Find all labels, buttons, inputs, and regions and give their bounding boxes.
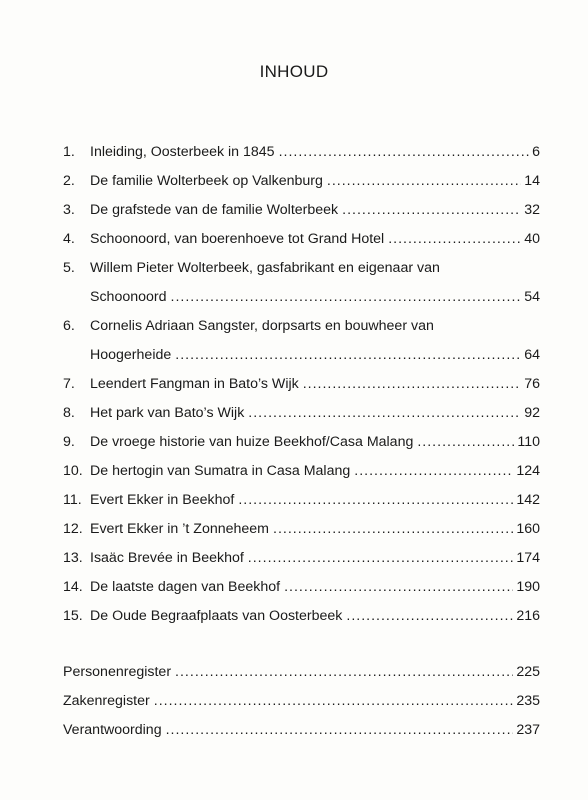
toc-line — [63, 254, 540, 283]
page-number: 92 — [524, 405, 540, 421]
toc-line — [63, 399, 540, 428]
toc-entry — [63, 312, 540, 370]
toc-line — [63, 312, 540, 341]
toc-line — [63, 573, 540, 602]
dot-leader — [279, 138, 530, 167]
chapter-number: 1. — [63, 144, 75, 160]
dot-leader — [354, 457, 513, 486]
chapter-title: Schoonoord, van boerenhoeve tot Grand Hotel — [90, 231, 385, 247]
back-matter-label: Personenregister — [63, 664, 172, 680]
chapter-number: 5. — [63, 260, 75, 276]
dot-leader — [303, 370, 522, 399]
dot-leader — [175, 341, 521, 370]
toc-line — [63, 486, 540, 515]
chapter-number: 13. — [63, 550, 83, 566]
chapter-title: Willem Pieter Wolterbeek, gasfabrikant en eigenaar van — [90, 260, 440, 276]
toc-line — [63, 544, 540, 573]
chapter-number: 14. — [63, 579, 83, 595]
toc-line — [63, 687, 540, 716]
dot-leader — [342, 196, 521, 225]
page-number: 14 — [524, 173, 540, 189]
toc-entry — [63, 515, 540, 544]
dot-leader — [284, 573, 513, 602]
page-number: 225 — [516, 664, 540, 680]
chapter-number: 6. — [63, 318, 75, 334]
chapter-number: 9. — [63, 434, 75, 450]
chapter-title: Cornelis Adriaan Sangster, dorpsarts en bouwheer van — [90, 318, 434, 334]
toc-line — [63, 370, 540, 399]
toc-line — [63, 167, 540, 196]
dot-leader — [175, 658, 513, 687]
page-number: 235 — [516, 693, 540, 709]
toc-entry — [63, 138, 540, 167]
toc-line — [63, 716, 540, 745]
page-number: 174 — [516, 550, 540, 566]
toc-entry — [63, 428, 540, 457]
toc-entry — [63, 399, 540, 428]
toc-line — [63, 225, 540, 254]
toc-line — [63, 602, 540, 631]
page-number: 76 — [524, 376, 540, 392]
dot-leader — [238, 486, 513, 515]
chapter-title: De Oude Begraafplaats van Oosterbeek — [90, 608, 343, 624]
page-number: 216 — [516, 608, 540, 624]
back-matter-entry — [63, 658, 540, 687]
page-number: 110 — [517, 434, 540, 450]
chapter-number: 2. — [63, 173, 75, 189]
page-number: 124 — [516, 463, 540, 479]
chapter-number: 15. — [63, 608, 83, 624]
toc-line — [63, 341, 540, 370]
page-number: 6 — [532, 144, 540, 160]
toc-line — [63, 138, 540, 167]
chapter-number: 4. — [63, 231, 75, 247]
toc-line — [63, 515, 540, 544]
chapter-number: 7. — [63, 376, 75, 392]
page-title: INHOUD — [259, 62, 329, 81]
chapter-title: Schoonoord — [90, 289, 167, 305]
chapter-title: Evert Ekker in ’t Zonneheem — [90, 521, 269, 537]
chapter-number: 3. — [63, 202, 75, 218]
toc-entry — [63, 254, 540, 312]
dot-leader — [417, 428, 514, 457]
chapter-title: Hoogerheide — [90, 347, 172, 363]
toc-line — [63, 283, 540, 312]
chapter-title: De laatste dagen van Beekhof — [90, 579, 281, 595]
page-number: 160 — [516, 521, 540, 537]
dot-leader — [346, 602, 513, 631]
toc-line — [63, 658, 540, 687]
toc-entry — [63, 602, 540, 631]
toc-entry — [63, 573, 540, 602]
page-number: 64 — [524, 347, 540, 363]
dot-leader — [166, 716, 514, 745]
toc-line — [63, 196, 540, 225]
toc-entry — [63, 544, 540, 573]
page-number: 40 — [524, 231, 540, 247]
table-of-contents — [63, 138, 540, 631]
dot-leader — [273, 515, 513, 544]
dot-leader — [154, 687, 514, 716]
chapter-number: 10. — [63, 463, 83, 479]
chapter-title: Inleiding, Oosterbeek in 1845 — [90, 144, 275, 160]
dot-leader — [248, 399, 521, 428]
chapter-number: 8. — [63, 405, 75, 421]
chapter-title: Het park van Bato’s Wijk — [90, 405, 245, 421]
toc-line — [63, 457, 540, 486]
chapter-title: De familie Wolterbeek op Valkenburg — [90, 173, 323, 189]
back-matter-entry — [63, 687, 540, 716]
back-matter-label: Verantwoording — [63, 722, 162, 738]
toc-entry — [63, 370, 540, 399]
chapter-title: De vroege historie van huize Beekhof/Casa Malang — [90, 434, 414, 450]
dot-leader — [248, 544, 514, 573]
chapter-title: Leendert Fangman in Bato’s Wijk — [90, 376, 299, 392]
dot-leader — [327, 167, 521, 196]
page-number: 190 — [516, 579, 540, 595]
toc-line — [63, 428, 540, 457]
back-matter-entry — [63, 716, 540, 745]
page-number: 142 — [516, 492, 540, 508]
chapter-number: 11. — [63, 492, 82, 508]
chapter-title: De hertogin van Sumatra in Casa Malang — [90, 463, 351, 479]
toc-entry — [63, 167, 540, 196]
page-number: 54 — [524, 289, 540, 305]
toc-entry — [63, 457, 540, 486]
toc-entry — [63, 486, 540, 515]
chapter-title: De grafstede van de familie Wolterbeek — [90, 202, 339, 218]
chapter-title: Evert Ekker in Beekhof — [90, 492, 235, 508]
dot-leader — [388, 225, 521, 254]
chapter-number: 12. — [63, 521, 83, 537]
page-number: 237 — [516, 722, 540, 738]
back-matter-label: Zakenregister — [63, 693, 150, 709]
toc-entry — [63, 225, 540, 254]
chapter-title: Isaäc Brevée in Beekhof — [90, 550, 244, 566]
dot-leader — [171, 283, 522, 312]
toc-entry — [63, 196, 540, 225]
back-matter-list — [63, 658, 540, 745]
page-number: 32 — [524, 202, 540, 218]
